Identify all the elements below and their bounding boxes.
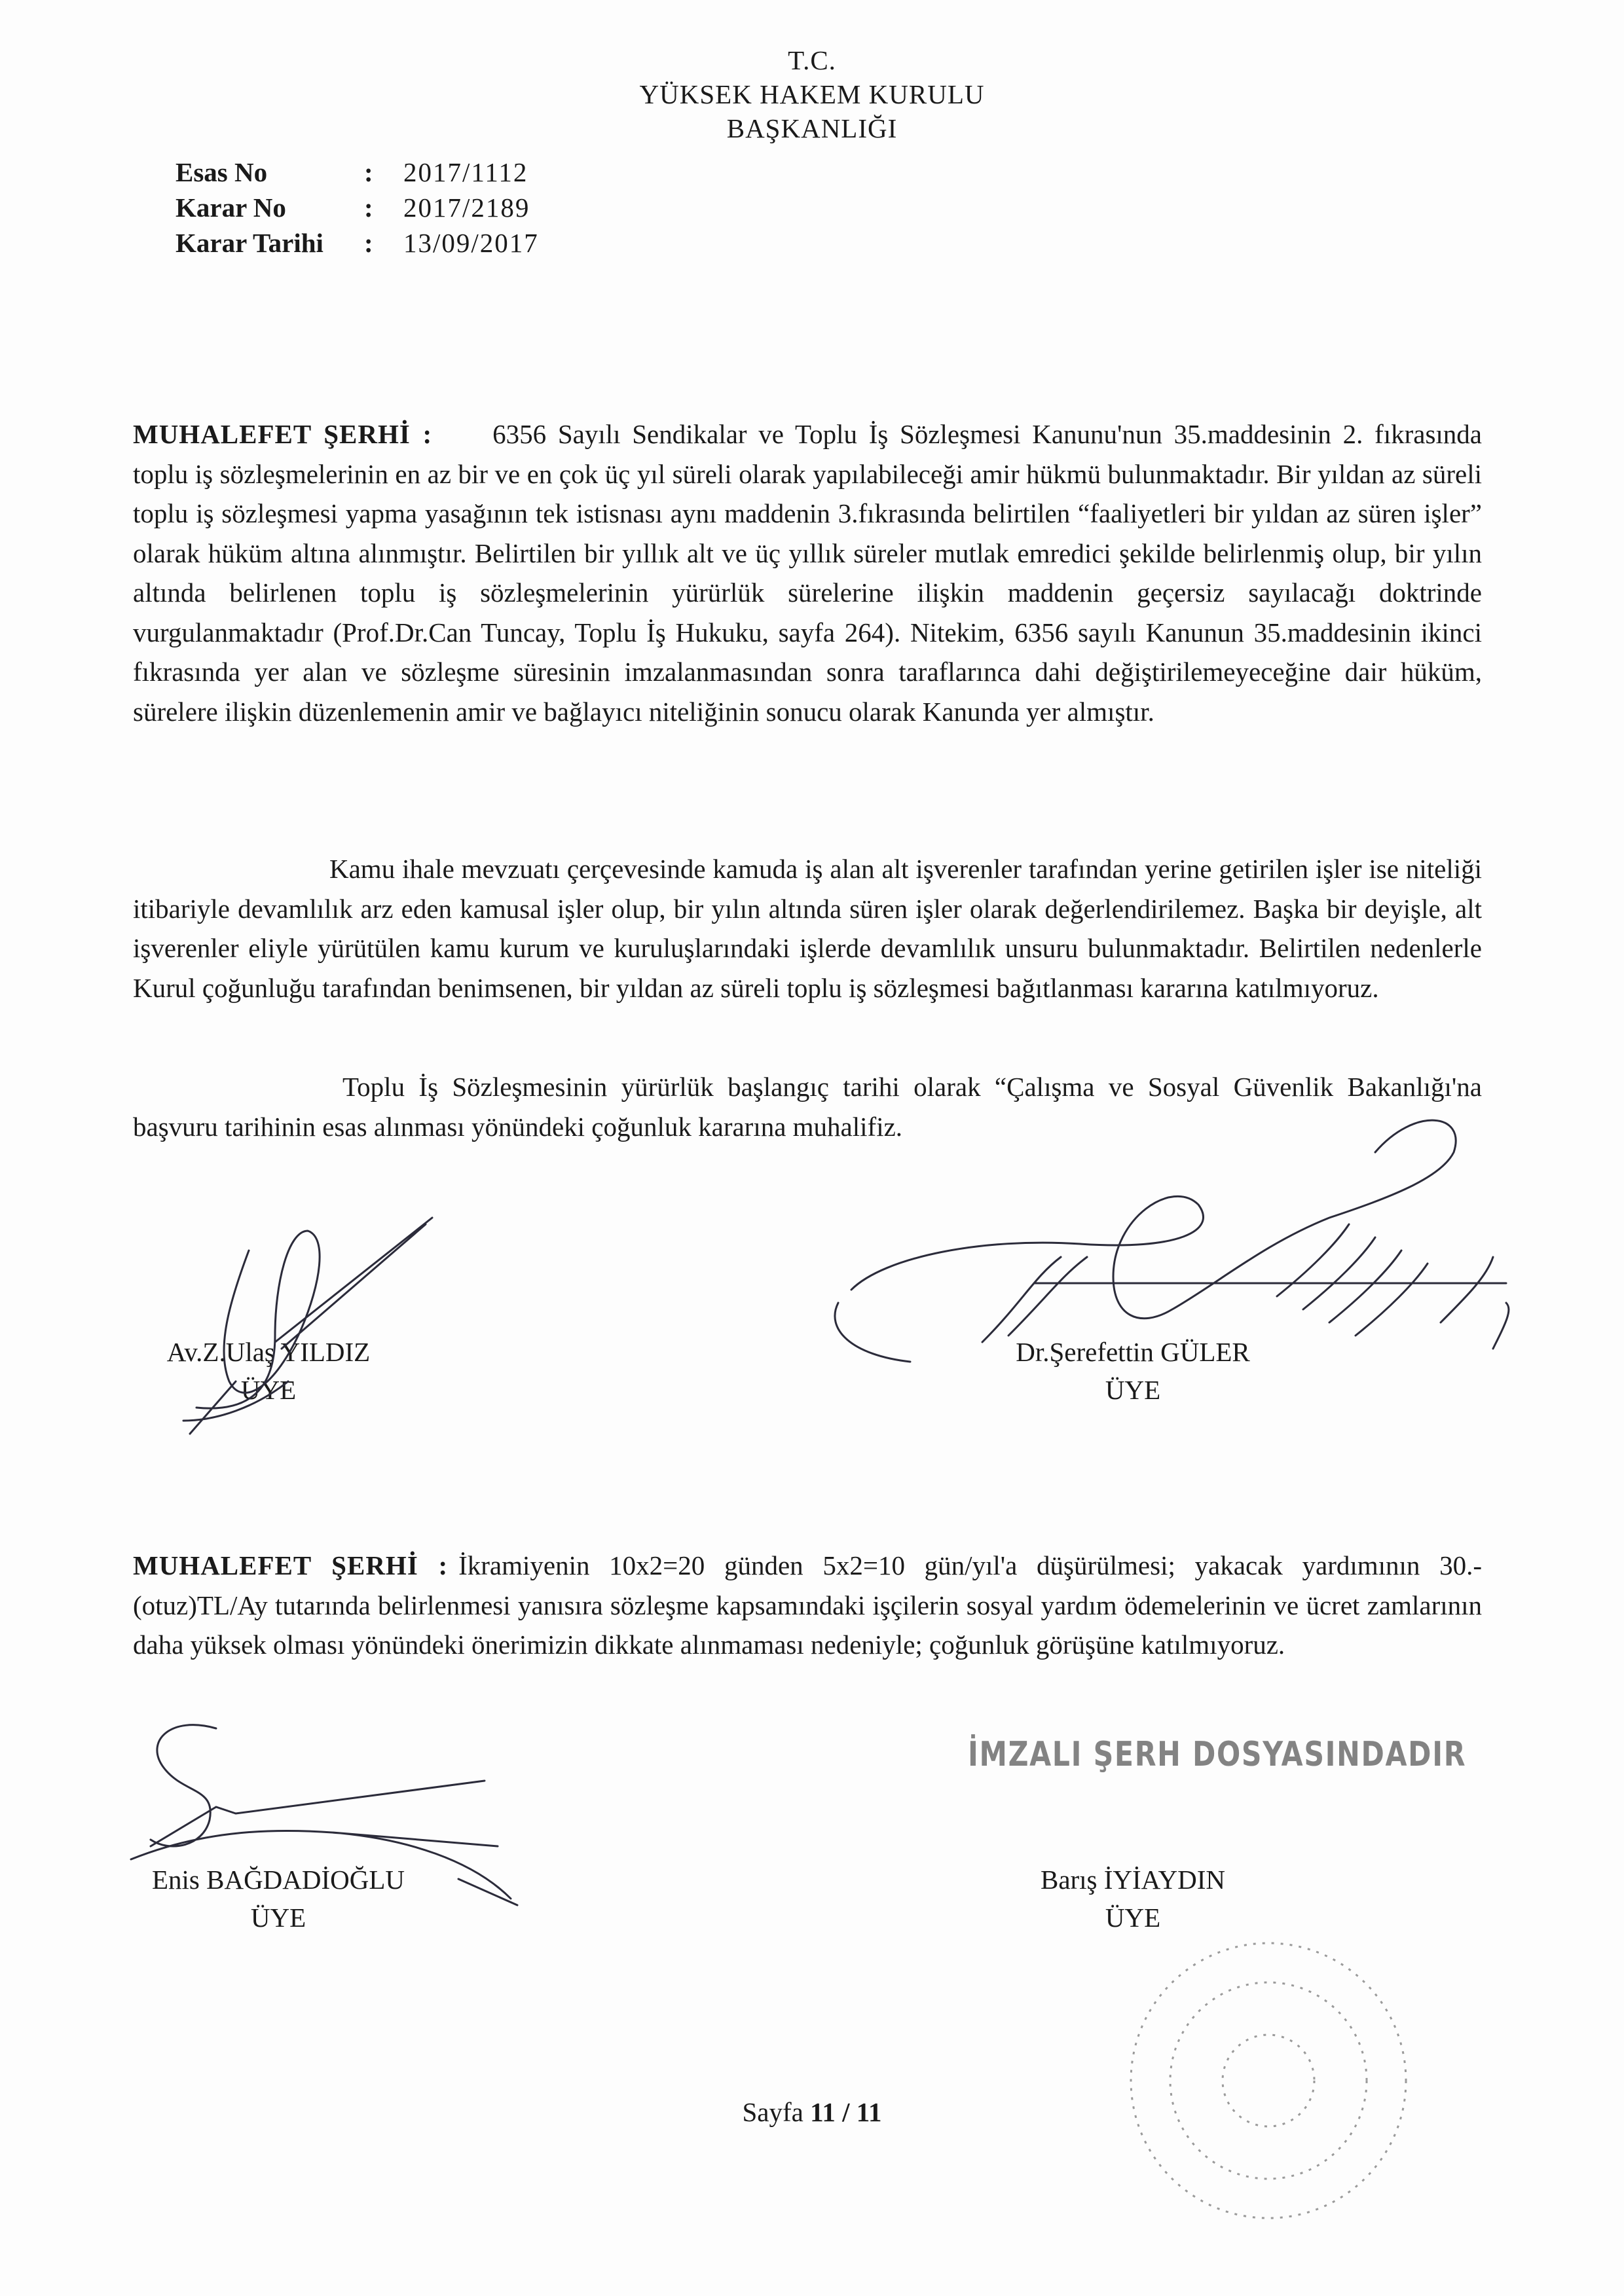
- signer-title: ÜYE: [1105, 1375, 1161, 1405]
- signer-name: Enis BAĞDADİOĞLU: [151, 1865, 405, 1895]
- signer-name: Av.Z.Ulaş YILDIZ: [166, 1337, 371, 1367]
- dissent-heading: MUHALEFET ŞERHİ :: [133, 1550, 449, 1580]
- header-institution: YÜKSEK HAKEM KURULU: [639, 79, 985, 109]
- header-department: BAŞKANLIĞI: [726, 113, 898, 143]
- page-number: 11 / 11: [810, 2097, 882, 2127]
- signer-title: ÜYE: [240, 1375, 297, 1405]
- signature-block-yildiz: [118, 1333, 419, 1409]
- meta-colon: :: [364, 192, 373, 223]
- dissent-heading: MUHALEFET ŞERHİ :: [133, 419, 433, 449]
- signature-block-iyiaydin: [982, 1861, 1283, 1937]
- dissent-paragraph-3: Toplu İş Sözleşmesinin yürürlük başlangıç tarihi olarak “Çalışma ve Sosyal Güvenlik Bakanlığı'na başvuru tarihinin esas alınması yönündeki çoğunluk kararına muhalifiz.: [133, 1072, 1482, 1142]
- signature-block-guler: [982, 1333, 1283, 1409]
- meta-colon: :: [364, 228, 373, 258]
- signer-title: ÜYE: [250, 1903, 306, 1933]
- dissent-paragraph-4: [133, 1546, 1482, 1665]
- meta-value: 2017/1112: [403, 157, 528, 187]
- signature-guler: [835, 1120, 1509, 1362]
- document-header: [0, 43, 1624, 145]
- meta-row-esas: [175, 155, 539, 190]
- header-country: T.C.: [788, 45, 836, 75]
- signer-name: Barış İYİAYDIN: [1040, 1865, 1226, 1895]
- meta-row-karar: [175, 190, 539, 225]
- meta-label: Karar Tarihi: [175, 228, 323, 258]
- dissent-paragraph-1: [133, 414, 1482, 731]
- signed-dissent-stamp: İMZALI ŞERH DOSYASINDADIR: [968, 1735, 1467, 1774]
- dissent-text: İkramiyenin 10x2=20 günden 5x2=10 gün/yıl'a düşürülmesi; yakacak yardımının 30.-(otuz)TL/Ay tutarında belirlenmesi yanısıra sözleşme kapsamındaki işçilerin sosyal yardım ödemelerinin ve ücret zamlarının daha yüksek olması yönündeki önerimizin dikkate alınmaması nedeniyle; çoğunluk görüşüne katılmıyoruz.: [133, 1550, 1482, 1660]
- page-footer: [0, 2096, 1624, 2128]
- meta-row-tarih: [175, 225, 539, 261]
- meta-value: 13/09/2017: [403, 228, 539, 258]
- signer-name: Dr.Şerefettin GÜLER: [1016, 1337, 1250, 1367]
- meta-label: Karar No: [175, 192, 286, 223]
- official-seal: [1131, 1943, 1406, 2218]
- signature-block-bagdadioglu: [105, 1861, 452, 1937]
- meta-colon: :: [364, 157, 373, 187]
- page-label: Sayfa: [742, 2097, 803, 2127]
- meta-label: Esas No: [175, 157, 268, 187]
- signer-title: ÜYE: [1105, 1903, 1161, 1933]
- dissent-paragraph-2: Kamu ihale mevzuatı çerçevesinde kamuda iş alan alt işverenler tarafından yerine getirilen işler ise niteliği itibariyle devamlılık arz eden kamusal işler olup, bir yılın altında süren işler olarak değerlendirilemez. Başka bir deyişle, alt işverenler eliyle yürütülen kamu kurum ve kuruluşlarındaki işlerde devamlılık unsuru bulunmaktadır. Belirtilen nedenlerle Kurul çoğunluğu tarafından benimsenen, bir yıldan az süreli toplu iş sözleşmesi bağıtlanması kararına katılmıyoruz.: [133, 854, 1482, 1003]
- dissent-text: 6356 Sayılı Sendikalar ve Toplu İş Sözleşmesi Kanunu'nun 35.maddesinin 2. fıkrasında toplu iş sözleşmelerinin en az bir ve en çok üç yıl süreli olarak yapılabileceği amir hükmü bulunmaktadır. Bir yıldan az süreli toplu iş sözleşmesi yapma yasağının tek istisnası aynı maddenin 3.fıkrasında belirtilen “faaliyetleri bir yıldan az süren işler” olarak hüküm altına alınmıştır. Belirtilen bir yıllık alt ve üç yıllık süreler mutlak emredici şekilde belirlenmiş olup, bir yılın altında belirlenen toplu iş sözleşmelerinin yürürlük sürelerine ilişkin maddenin geçersiz sayılacağı doktrinde vurgulanmaktadır (Prof.Dr.Can Tuncay, Toplu İş Hukuku, sayfa 264). Nitekim, 6356 sayılı Kanunun 35.maddesinin ikinci fıkrasında yer alan ve sözleşme süresinin imzalanmasından sonra taraflarınca dahi değiştirilemeyeceğine dair hüküm, sürelere ilişkin düzenlemenin amir ve bağlayıcı niteliğinin sonucu olarak Kanunda yer almıştır.: [133, 419, 1482, 727]
- case-meta: [175, 155, 539, 261]
- meta-value: 2017/2189: [403, 192, 530, 223]
